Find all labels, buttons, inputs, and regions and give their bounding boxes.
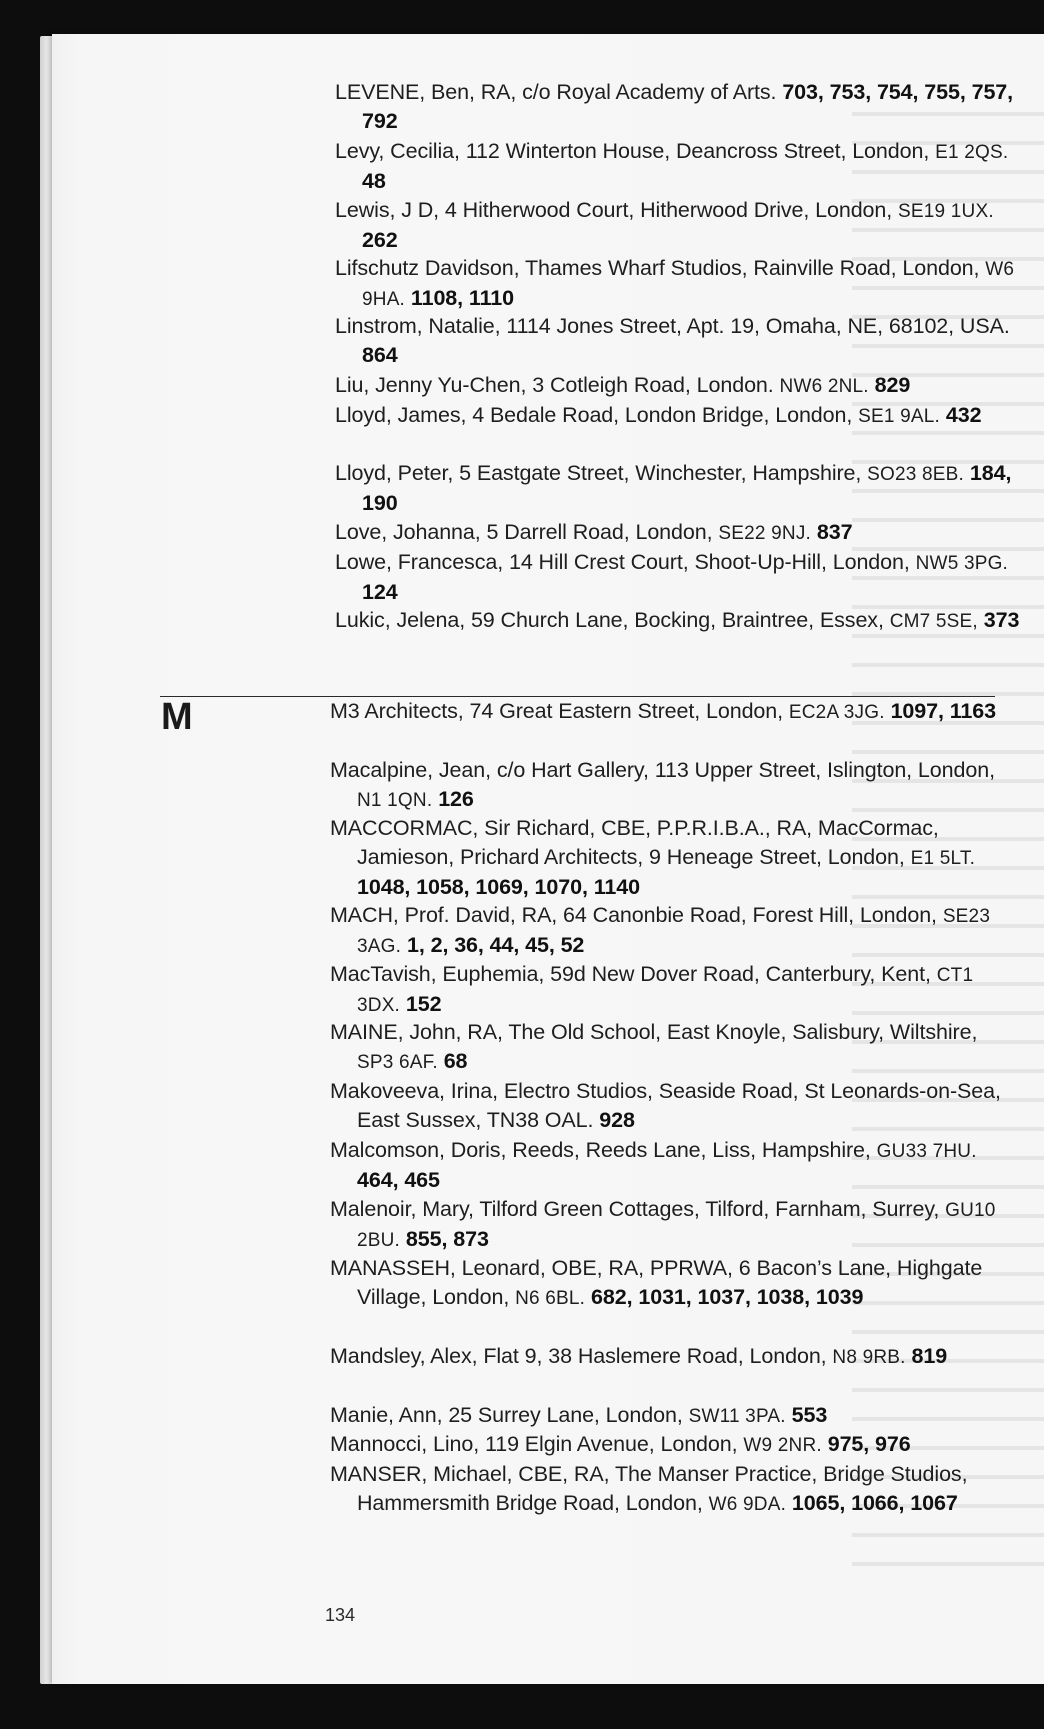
entry-refs: 829 xyxy=(874,373,911,397)
entry-text: Manie, Ann, 25 Surrey Lane, London, xyxy=(330,1403,683,1427)
entry-postcode: W6 9HA. xyxy=(362,259,1015,310)
entry-text: MACCORMAC, Sir Richard, CBE, P.P.R.I.B.A., RA, MacCormac, Jamieson, Prichard Architects, 9 Heneage Street, London, xyxy=(330,816,939,869)
entry-text: Lloyd, James, 4 Bedale Road, London Bridge, London, xyxy=(335,403,853,427)
entry-postcode: N8 9RB. xyxy=(832,1347,906,1368)
entry-text: Malcomson, Doris, Reeds, Reeds Lane, Liss, Hampshire, xyxy=(330,1138,871,1162)
entry-postcode: SP3 6AF. xyxy=(357,1052,438,1073)
entry-text: Macalpine, Jean, c/o Hart Gallery, 113 Upper Street, Islington, London, xyxy=(330,758,995,782)
index-entry xyxy=(335,401,1022,431)
entry-refs: 1108, 1110 xyxy=(410,286,514,310)
entry-text: MANASSEH, Leonard, OBE, RA, PPRWA, 6 Bacon’s Lane, Highgate Village, London, xyxy=(330,1256,983,1309)
entry-postcode: SE23 3AG. xyxy=(357,906,991,957)
entry-refs: 152 xyxy=(405,992,442,1016)
entry-refs: 1097, 1163 xyxy=(890,699,996,723)
index-entry xyxy=(330,960,1017,1020)
index-entry xyxy=(330,1342,1017,1372)
entry-postcode: W9 2NR. xyxy=(743,1435,822,1456)
entry-postcode: SE1 9AL. xyxy=(858,406,941,427)
entry-refs: 864 xyxy=(362,343,398,367)
index-entry xyxy=(330,1460,1017,1519)
entry-postcode: CT1 3DX. xyxy=(357,965,974,1016)
entry-postcode: E1 2QS. xyxy=(935,142,1009,163)
index-entry xyxy=(335,371,1022,401)
entry-refs: 682, 1031, 1037, 1038, 1039 xyxy=(591,1285,864,1309)
entry-refs: 819 xyxy=(911,1344,948,1368)
entry-text: Lukic, Jelena, 59 Church Lane, Bocking, Braintree, Essex, xyxy=(335,608,884,632)
entry-refs: 48 xyxy=(362,169,386,193)
index-entry xyxy=(335,137,1022,196)
index-entry xyxy=(330,1136,1017,1195)
entry-refs: 837 xyxy=(816,520,853,544)
index-entry xyxy=(330,756,1017,815)
index-entry xyxy=(335,254,1022,314)
entry-text: Linstrom, Natalie, 1114 Jones Street, Apt. 19, Omaha, NE, 68102, USA. xyxy=(335,314,1010,338)
entry-refs: 1065, 1066, 1067 xyxy=(791,1491,958,1515)
entry-postcode: SE22 9NJ. xyxy=(718,523,812,544)
index-entry xyxy=(330,1401,1017,1431)
entry-refs: 124 xyxy=(362,580,398,604)
index-entry xyxy=(330,1077,1017,1135)
entry-postcode: SE19 1UX. xyxy=(898,201,994,222)
entry-refs: 1048, 1058, 1069, 1070, 1140 xyxy=(357,875,640,899)
section-divider xyxy=(160,696,995,697)
entry-text: Liu, Jenny Yu-Chen, 3 Cotleigh Road, London. xyxy=(335,373,774,397)
entry-text: LEVENE, Ben, RA, c/o Royal Academy of Arts. xyxy=(335,80,777,104)
index-entry xyxy=(330,697,1017,727)
index-entry xyxy=(335,196,1022,255)
entry-text: Mandsley, Alex, Flat 9, 38 Haslemere Road, London, xyxy=(330,1344,827,1368)
index-entry xyxy=(330,814,1017,902)
entry-refs: 553 xyxy=(791,1403,828,1427)
entry-text: MacTavish, Euphemia, 59d New Dover Road, Canterbury, Kent, xyxy=(330,962,931,986)
index-entry xyxy=(335,606,1022,636)
entry-refs: 975, 976 xyxy=(827,1432,911,1456)
index-entry xyxy=(335,518,1022,548)
entry-text: M3 Architects, 74 Great Eastern Street, London, xyxy=(330,699,784,723)
entry-text: MAINE, John, RA, The Old School, East Knoyle, Salisbury, Wiltshire, xyxy=(330,1020,978,1044)
index-entry xyxy=(335,78,1022,136)
entry-postcode: NW5 3PG. xyxy=(915,553,1009,574)
entry-text: Lowe, Francesca, 14 Hill Crest Court, Shoot-Up-Hill, London, xyxy=(335,550,910,574)
entry-text: Mannocci, Lino, 119 Elgin Avenue, London, xyxy=(330,1432,738,1456)
index-entry xyxy=(330,1430,1017,1460)
page-number: 134 xyxy=(325,1605,356,1625)
index-entry xyxy=(335,548,1022,607)
entry-postcode: GU33 7HU. xyxy=(876,1141,977,1162)
entry-postcode: N6 6BL. xyxy=(515,1288,586,1309)
entry-postcode: N1 1QN. xyxy=(357,790,433,811)
entry-text: Makoveeva, Irina, Electro Studios, Seaside Road, St Leonards-on-Sea, East Sussex, TN38 OAL. xyxy=(330,1079,1001,1132)
index-entry xyxy=(335,312,1022,370)
entry-postcode: W6 9DA. xyxy=(708,1494,787,1515)
entry-refs: 703, 753, 754, 755, 757, 792 xyxy=(362,80,1014,133)
entry-text: Levy, Cecilia, 112 Winterton House, Deancross Street, London, xyxy=(335,139,930,163)
index-entry xyxy=(330,901,1017,961)
entry-postcode: SW11 3PA. xyxy=(688,1406,786,1427)
entry-refs: 373 xyxy=(983,608,1020,632)
section-letter: M xyxy=(161,696,193,738)
entry-refs: 432 xyxy=(945,403,982,427)
entry-postcode: SO23 8EB. xyxy=(867,464,965,485)
entry-refs: 68 xyxy=(443,1049,468,1073)
entry-refs: 855, 873 xyxy=(405,1227,489,1251)
index-entry xyxy=(330,1195,1017,1255)
entry-refs: 928 xyxy=(599,1108,635,1132)
index-entry xyxy=(335,459,1022,518)
entry-text: MANSER, Michael, CBE, RA, The Manser Practice, Bridge Studios, Hammersmith Bridge Road, London, xyxy=(330,1462,968,1515)
entry-postcode: CM7 5SE, xyxy=(889,611,978,632)
entry-text: Love, Johanna, 5 Darrell Road, London, xyxy=(335,520,713,544)
entry-text: MACH, Prof. David, RA, 64 Canonbie Road, Forest Hill, London, xyxy=(330,903,937,927)
entry-refs: 184, 190 xyxy=(362,461,1012,515)
entry-refs: 464, 465 xyxy=(357,1168,440,1192)
entry-postcode: NW6 2NL. xyxy=(779,376,869,397)
entry-refs: 262 xyxy=(362,228,398,252)
entry-text: Lifschutz Davidson, Thames Wharf Studios, Rainville Road, London, xyxy=(335,256,980,280)
entry-postcode: E1 5LT. xyxy=(910,848,976,869)
entry-text: Lloyd, Peter, 5 Eastgate Street, Winchester, Hampshire, xyxy=(335,461,862,485)
entry-text: Lewis, J D, 4 Hitherwood Court, Hitherwood Drive, London, xyxy=(335,198,893,222)
index-entry xyxy=(330,1254,1017,1313)
entry-postcode: GU10 2BU. xyxy=(357,1200,996,1251)
entry-text: Malenoir, Mary, Tilford Green Cottages, Tilford, Farnham, Surrey, xyxy=(330,1197,940,1221)
entry-refs: 126 xyxy=(438,787,474,811)
entry-refs: 1, 2, 36, 44, 45, 52 xyxy=(406,933,585,957)
entry-postcode: EC2A 3JG. xyxy=(788,702,885,723)
index-entry xyxy=(330,1018,1017,1077)
